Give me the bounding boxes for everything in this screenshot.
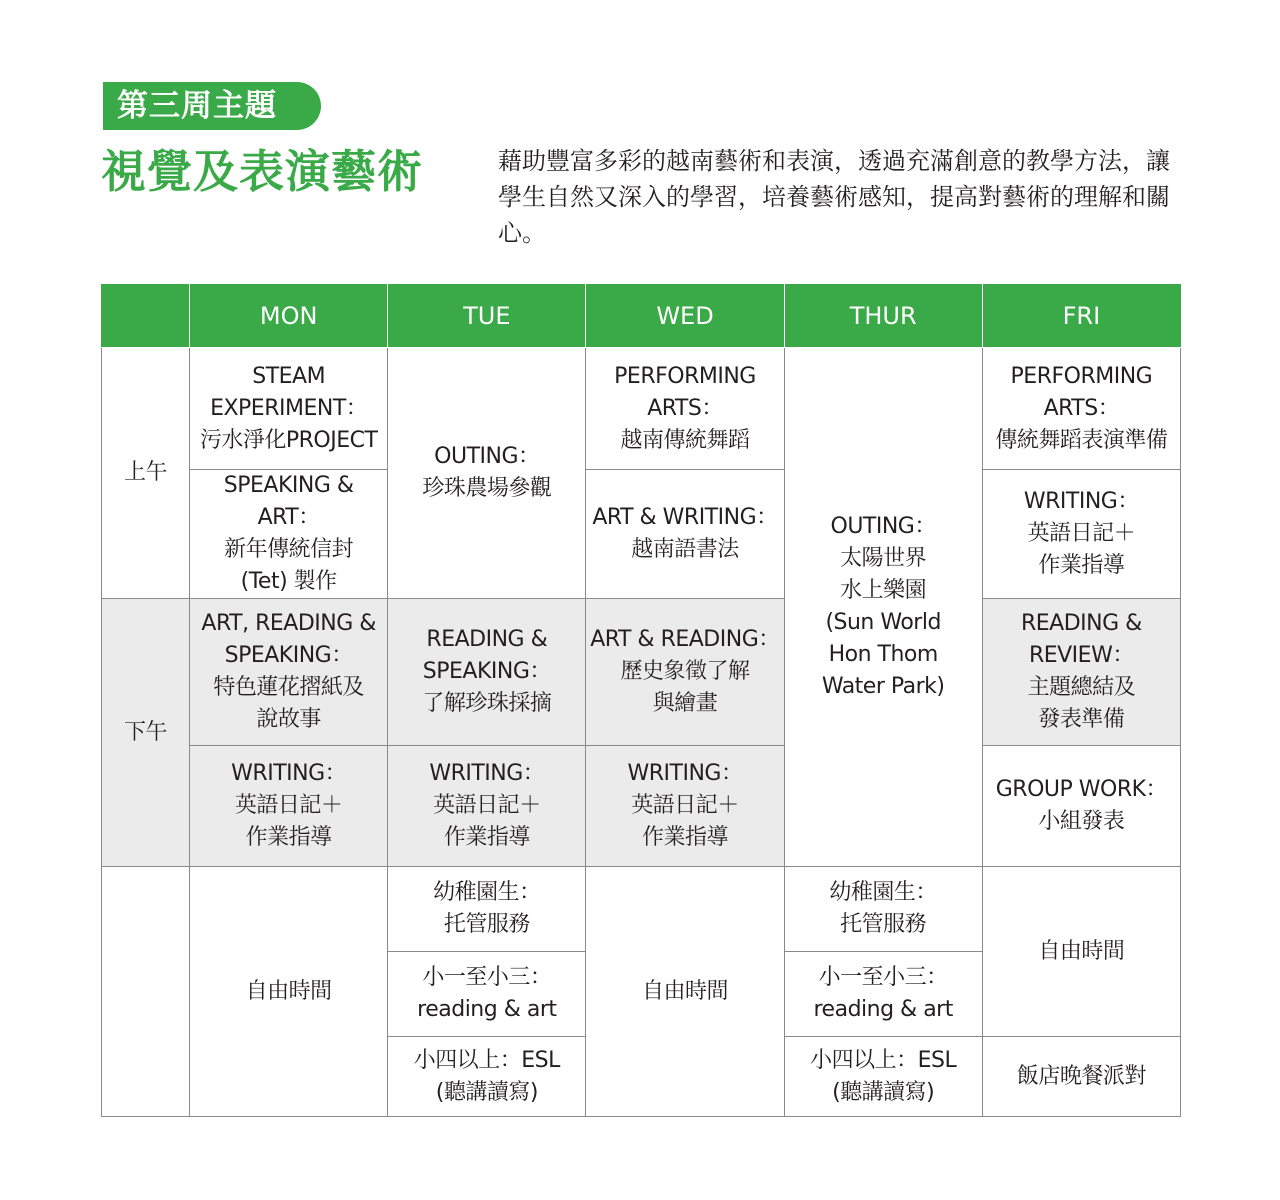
intro-text: 藉助豐富多彩的越南藝術和表演，透過充滿創意的教學方法，讓學生自然又深入的學習，培養藝術感知，提高對藝術的理解和關心。 <box>498 147 1170 247</box>
cell-mon-afternoon-1: ART, READING & SPEAKING： 特色蓮花摺紙及 說故事 <box>190 599 388 746</box>
cell-wed-morning-2: ART & WRITING： 越南語書法 <box>586 470 784 599</box>
cell-tue-evening-2: 小一至小三： reading & art <box>388 952 586 1037</box>
schedule-table <box>101 284 1181 1117</box>
day-header-mon: MON <box>190 285 388 348</box>
day-header-wed: WED <box>586 285 784 348</box>
cell-wed-afternoon-1: ART & READING： 歷史象徵了解 與繪畫 <box>586 599 784 746</box>
page-title: 視覺及表演藝術 <box>101 145 424 198</box>
cell-fri-afternoon-2: GROUP WORK： 小組發表 <box>982 746 1180 867</box>
cell-thur-evening-3: 小四以上：ESL (聽講讀寫) <box>784 1037 982 1117</box>
evening-row-1 <box>102 867 1181 952</box>
cell-fri-afternoon-1: READING & REVIEW： 主題總結及 發表準備 <box>982 599 1180 746</box>
morning-row-2 <box>102 470 1181 599</box>
header-corner <box>102 285 190 348</box>
cell-thur-outing: OUTING： 太陽世界 水上樂園 (Sun World Hon Thom Water Park) <box>784 348 982 867</box>
cell-tue-evening-3: 小四以上：ESL (聽講讀寫) <box>388 1037 586 1117</box>
morning-row-1 <box>102 348 1181 470</box>
period-label-afternoon: 下午 <box>102 599 190 867</box>
cell-wed-morning-1: PERFORMING ARTS： 越南傳統舞蹈 <box>586 348 784 470</box>
period-label-morning: 上午 <box>102 348 190 599</box>
cell-thur-evening-1: 幼稚園生： 托管服務 <box>784 867 982 952</box>
cell-tue-evening-1: 幼稚園生： 托管服務 <box>388 867 586 952</box>
header-row <box>102 285 1181 348</box>
afternoon-row-1 <box>102 599 1181 746</box>
cell-mon-afternoon-2: WRITING： 英語日記＋ 作業指導 <box>190 746 388 867</box>
afternoon-row-2 <box>102 746 1181 867</box>
cell-wed-evening: 自由時間 <box>586 867 784 1117</box>
cell-fri-morning-1: PERFORMING ARTS： 傳統舞蹈表演準備 <box>982 348 1180 470</box>
day-header-tue: TUE <box>388 285 586 348</box>
cell-thur-evening-2: 小一至小三： reading & art <box>784 952 982 1037</box>
day-header-thur: THUR <box>784 285 982 348</box>
period-label-evening <box>102 867 190 1117</box>
cell-tue-afternoon-1: READING & SPEAKING： 了解珍珠採摘 <box>388 599 586 746</box>
day-header-fri: FRI <box>982 285 1180 348</box>
cell-mon-evening: 自由時間 <box>190 867 388 1117</box>
cell-mon-morning-2: SPEAKING & ART： 新年傳統信封 (Tet) 製作 <box>190 470 388 599</box>
cell-fri-evening-2: 飯店晚餐派對 <box>982 1037 1180 1117</box>
cell-tue-afternoon-2: WRITING： 英語日記＋ 作業指導 <box>388 746 586 867</box>
cell-tue-morning: OUTING： 珍珠農場參觀 <box>388 348 586 599</box>
cell-fri-morning-2: WRITING： 英語日記＋ 作業指導 <box>982 470 1180 599</box>
cell-mon-morning-1: STEAM EXPERIMENT： 污水淨化PROJECT <box>190 348 388 470</box>
week-badge: 第三周主題 <box>103 82 321 130</box>
cell-wed-afternoon-2: WRITING： 英語日記＋ 作業指導 <box>586 746 784 867</box>
cell-fri-evening-1: 自由時間 <box>982 867 1180 1037</box>
